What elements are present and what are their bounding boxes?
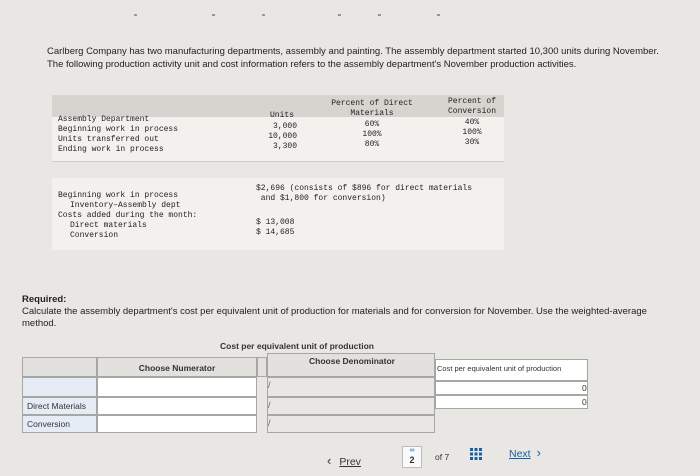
direct-materials-result-cell xyxy=(435,381,588,395)
conversion-result: 0 xyxy=(582,397,587,407)
blank-row-numerator[interactable] xyxy=(97,377,257,397)
conversion-value: $ 14,685 xyxy=(256,228,295,237)
mark xyxy=(378,14,381,16)
row-conversion: 30% xyxy=(464,138,480,147)
row-materials: 60% xyxy=(364,120,380,129)
direct-materials-value: $ 13,008 xyxy=(256,218,295,227)
required-heading: Required: xyxy=(22,294,67,305)
direct-materials-row-label-cell xyxy=(22,397,97,415)
row-materials: 80% xyxy=(364,140,380,149)
next-label: Next xyxy=(509,448,531,460)
chevron-right-icon: › xyxy=(536,445,541,460)
mark xyxy=(437,14,440,16)
row-label: Beginning work in process xyxy=(58,125,179,134)
prev-button[interactable] xyxy=(327,453,361,468)
direct-materials-label: Direct materials xyxy=(70,221,147,230)
header-divider-cell xyxy=(257,357,267,377)
row-materials: 100% xyxy=(362,130,382,139)
header-blank xyxy=(22,357,97,377)
mark xyxy=(212,14,215,16)
current-page: 2 xyxy=(409,455,415,465)
blank-row-label xyxy=(22,377,97,397)
row-units: 3,300 xyxy=(272,142,297,151)
row-conversion: 100% xyxy=(462,128,482,137)
col-direct-materials: Percent of Direct Materials xyxy=(331,99,413,118)
chevron-left-icon: ‹ xyxy=(327,453,332,468)
col-conversion: Percent of Conversion xyxy=(447,97,496,116)
row-label: Ending work in process xyxy=(58,145,164,154)
conversion-numerator-input[interactable] xyxy=(97,415,257,433)
direct-materials-result: 0 xyxy=(582,383,587,393)
link-icon: ∞ xyxy=(409,447,415,454)
bwip-value: $2,696 (consists of $896 for direct materials and $1,800 for conversion) xyxy=(256,184,473,203)
divider-slash: / xyxy=(268,418,271,428)
conversion-row-label: Conversion xyxy=(27,419,70,429)
dept-label: Assembly Department xyxy=(58,115,150,124)
direct-materials-denominator-input[interactable] xyxy=(267,397,435,415)
page-total: of 7 xyxy=(435,452,450,462)
divider-slash: / xyxy=(268,380,271,390)
conversion-label: Conversion xyxy=(70,231,119,240)
mark xyxy=(134,14,137,16)
divider-slash: / xyxy=(268,400,271,410)
denominator-header-label: Choose Denominator xyxy=(309,356,395,366)
conversion-row-label-cell xyxy=(22,415,97,433)
conversion-result-cell xyxy=(435,395,588,409)
required-section xyxy=(22,294,662,330)
mark xyxy=(262,14,265,16)
top-decorations xyxy=(0,6,700,22)
conversion-denominator-input[interactable] xyxy=(267,415,435,433)
blank-row-denominator[interactable] xyxy=(267,377,435,397)
costs-added-label: Costs added during the month: xyxy=(58,211,198,220)
direct-materials-numerator-input[interactable] xyxy=(97,397,257,415)
mark xyxy=(338,14,341,16)
numerator-header-label: Choose Numerator xyxy=(138,363,216,373)
next-button[interactable] xyxy=(509,445,541,460)
grid-icon[interactable] xyxy=(470,448,482,460)
table-title: Cost per equivalent unit of production xyxy=(220,341,374,351)
page-indicator[interactable] xyxy=(402,446,422,468)
bwip-label: Beginning work in process xyxy=(58,191,179,200)
bwip-sublabel: Inventory–Assembly dept xyxy=(70,201,181,210)
direct-materials-row-label: Direct Materials xyxy=(27,401,87,411)
row-units: 3,000 xyxy=(272,122,297,131)
problem-intro: Carlberg Company has two manufacturing departments, assembly and painting. The assembly department started 10,300 units during November. The following production activity unit and cost information refers to the assembly department's November production activities. xyxy=(47,46,659,70)
row-label: Units transferred out xyxy=(58,135,159,144)
row-units: 10,000 xyxy=(268,132,297,141)
cost-per-unit-table xyxy=(22,339,594,435)
col-units: Units xyxy=(269,111,294,120)
units-table xyxy=(52,95,504,162)
required-text: Calculate the assembly department's cost per equivalent unit of production for materials and for conversion for November. Use the weighted-average method. xyxy=(22,306,647,329)
cost-info-panel xyxy=(52,178,504,250)
row-conversion: 40% xyxy=(464,118,480,127)
prev-label: Prev xyxy=(339,456,361,468)
result-header-label: Cost per equivalent unit of production xyxy=(437,364,562,373)
